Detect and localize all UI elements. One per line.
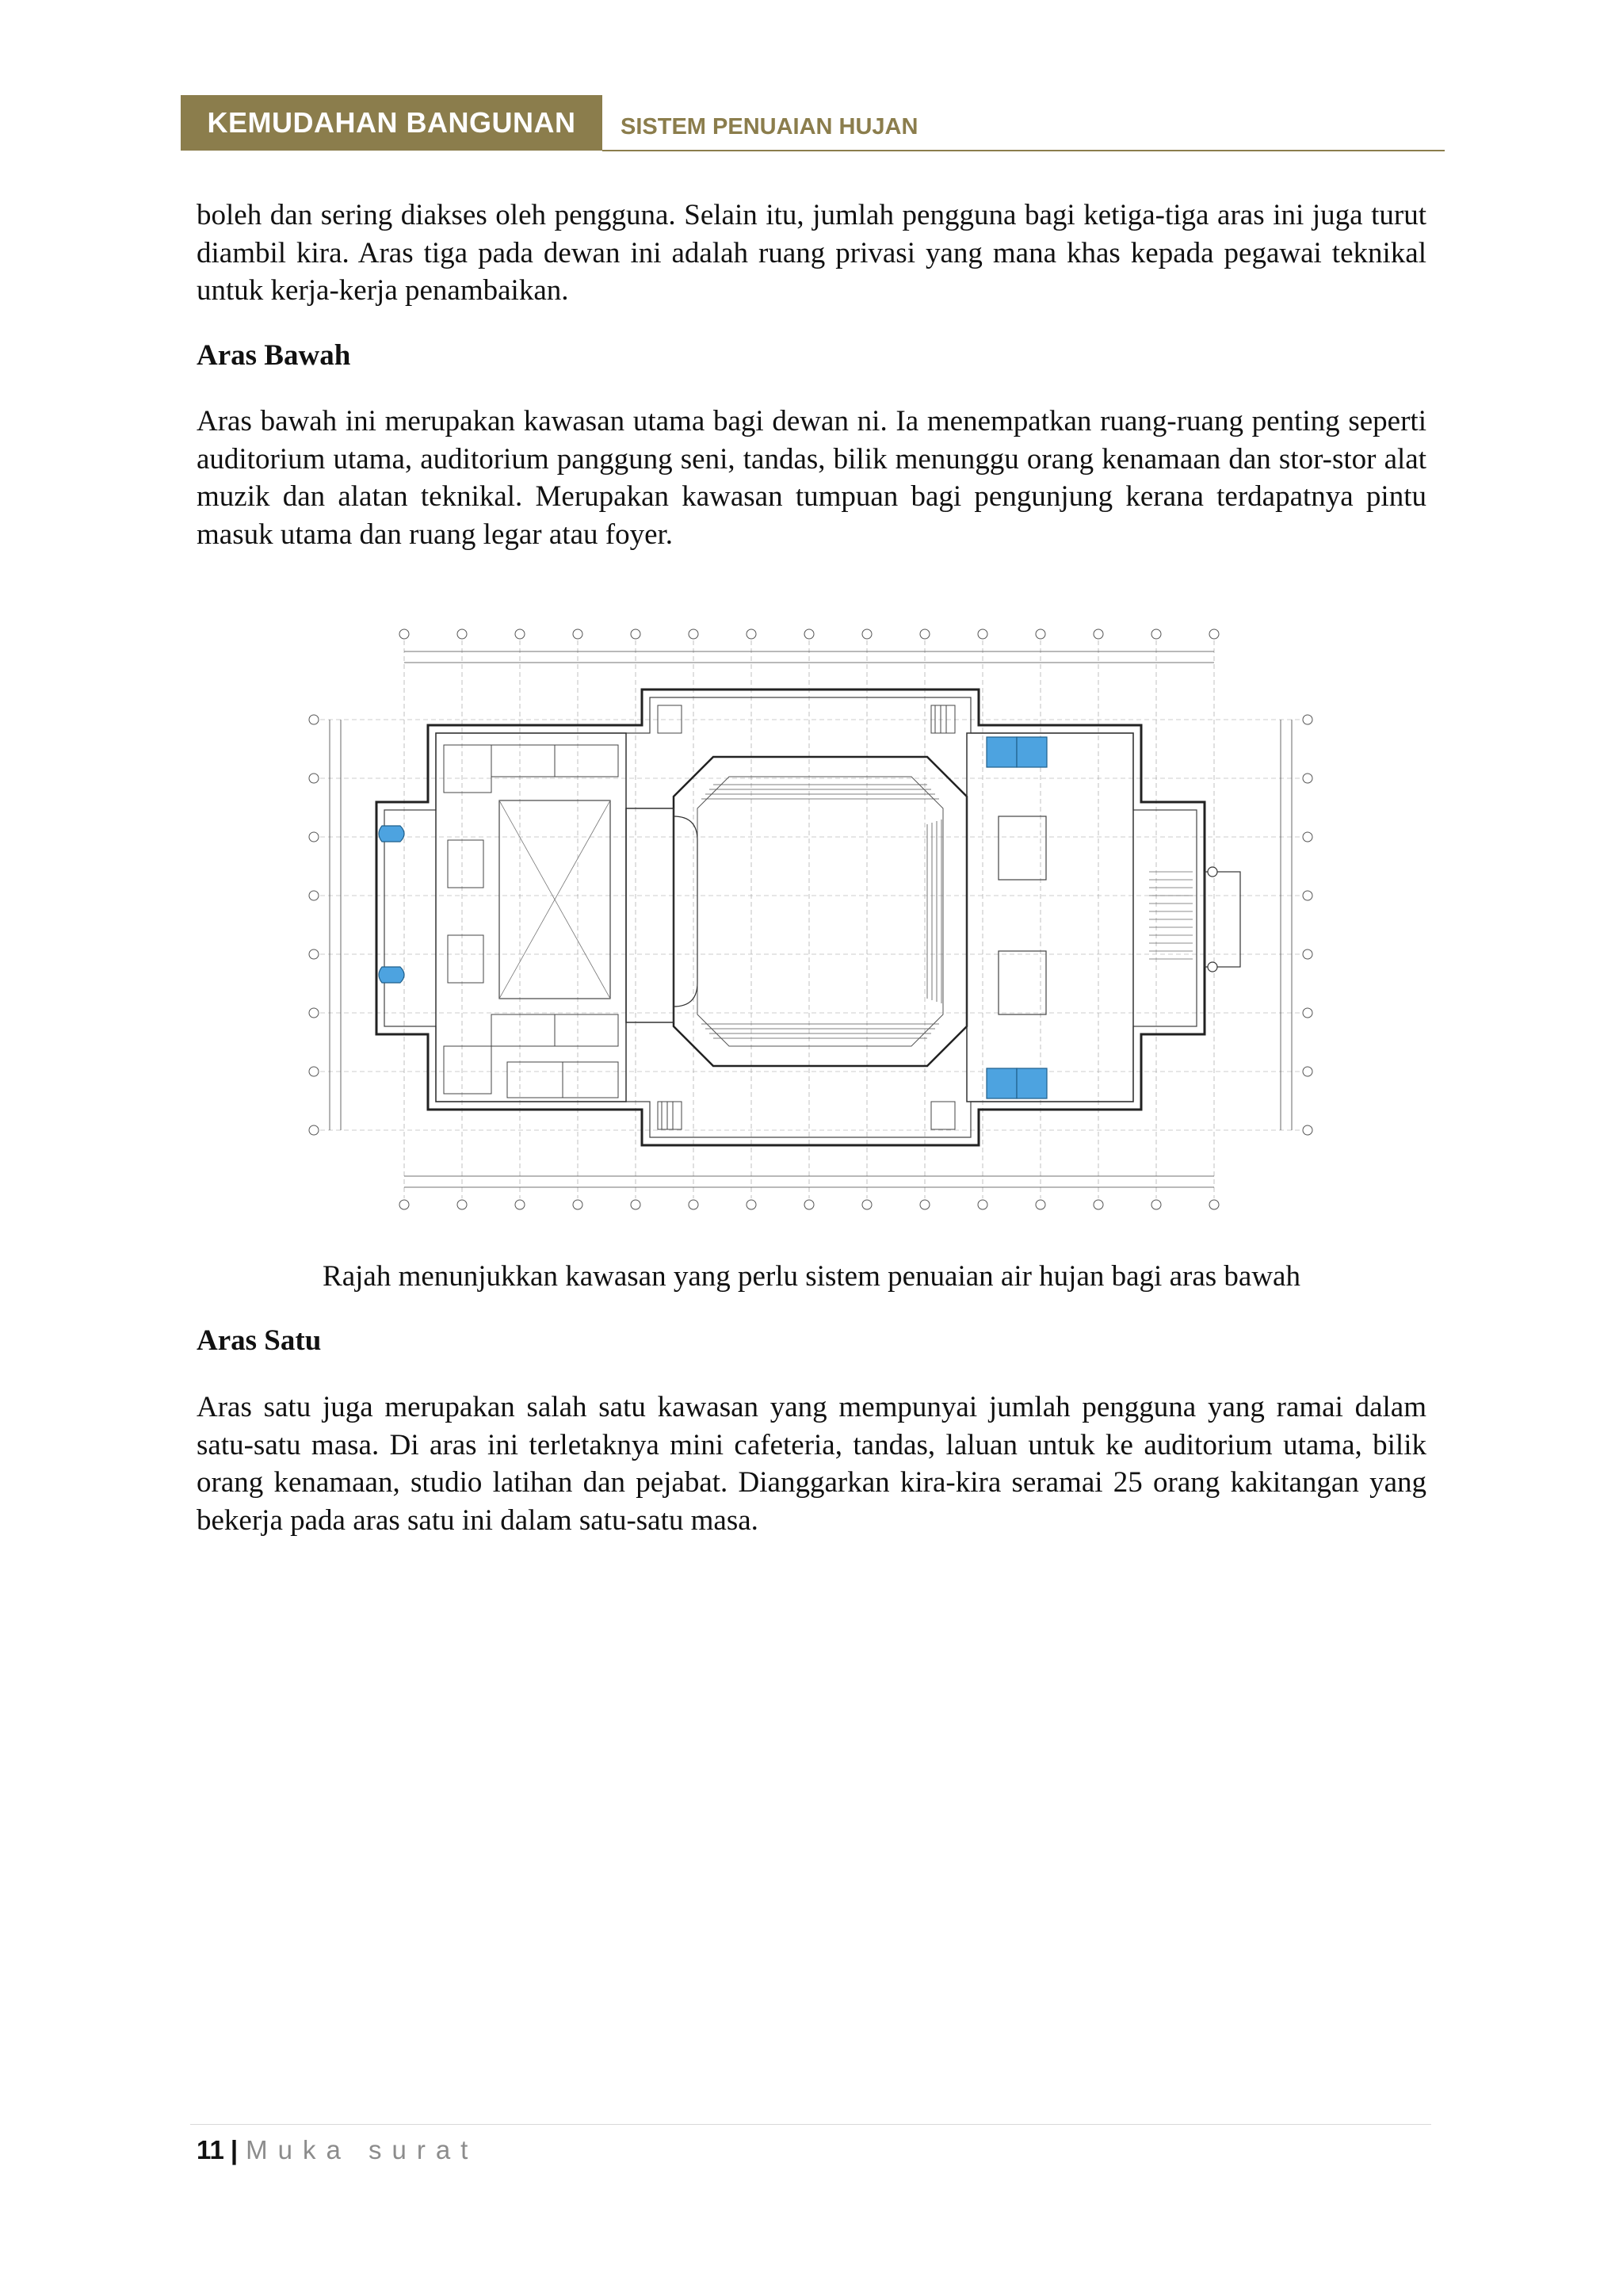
left-rooms <box>444 745 618 1098</box>
page-footer <box>197 2134 478 2166</box>
main-hall-floor <box>697 777 943 1046</box>
figure-caption: Rajah menunjukkan kawasan yang perlu sistem penuaian air hujan bagi aras bawah <box>323 1260 1300 1293</box>
highlight-bottom-right-1 <box>987 1068 1017 1098</box>
section-tab: KEMUDAHAN BANGUNAN <box>181 95 602 151</box>
floor-plan-drawing <box>301 618 1322 1221</box>
entrance-canopy <box>1205 872 1240 967</box>
intro-paragraph: boleh dan sering diakses oleh pengguna. Selain itu, jumlah pengguna bagi ketiga-tiga aras ini juga turut diambil kira. Aras tiga pada dewan ini adalah ruang privasi yang mana khas kepada pegawai teknikal untuk kerja-kerja penambaikan. <box>197 199 1426 307</box>
footer-separator: | <box>230 2135 239 2164</box>
seating-rows <box>701 785 941 1038</box>
stage <box>626 808 674 1022</box>
heading-aras-bawah: Aras Bawah <box>197 339 351 372</box>
right-stairs <box>1149 872 1193 959</box>
page-header <box>181 95 1445 152</box>
topic-title: SISTEM PENUAIAN HUJAN <box>621 114 918 139</box>
highlight-bottom-right-2 <box>1017 1068 1047 1098</box>
footer-rule <box>190 2124 1431 2125</box>
heading-aras-satu: Aras Satu <box>197 1324 322 1357</box>
highlight-top-right-2 <box>1017 737 1047 767</box>
page-label: Muka surat <box>246 2135 479 2164</box>
highlight-top-right-1 <box>987 737 1017 767</box>
highlighted-areas <box>379 737 1047 1098</box>
paragraph-aras-satu: Aras satu juga merupakan salah satu kawasan yang mempunyai jumlah pengguna yang ramai dalam satu-satu masa. Di aras ini terletaknya mini cafeteria, tandas, laluan untuk ke auditorium utama, bilik orang kenamaan, studio latihan dan pejabat. Dianggarkan kira-kira seramai 25 orang kakitangan yang bekerja pada aras satu ini dalam satu-satu masa. <box>197 1391 1426 1537</box>
highlight-left-1 <box>379 826 404 842</box>
paragraph-aras-bawah: Aras bawah ini merupakan kawasan utama bagi dewan ni. Ia menempatkan ruang-ruang penting seperti auditorium utama, auditorium panggung seni, tandas, bilik menunggu orang kenamaan dan stor-stor alat muzik dan alatan teknikal. Merupakan kawasan tumpuan bagi pengunjung kerana terdapatnya pintu masuk utama dan ruang legar atau foyer. <box>197 405 1426 551</box>
main-hall <box>674 757 967 1066</box>
dimension-lines <box>330 651 1292 1187</box>
floor-plan-figure <box>301 618 1322 1221</box>
right-block <box>967 733 1133 1102</box>
header-rule <box>602 150 1445 151</box>
stage-apron <box>674 816 697 1007</box>
highlight-left-2 <box>379 967 404 983</box>
page-number: 11 <box>197 2135 224 2164</box>
